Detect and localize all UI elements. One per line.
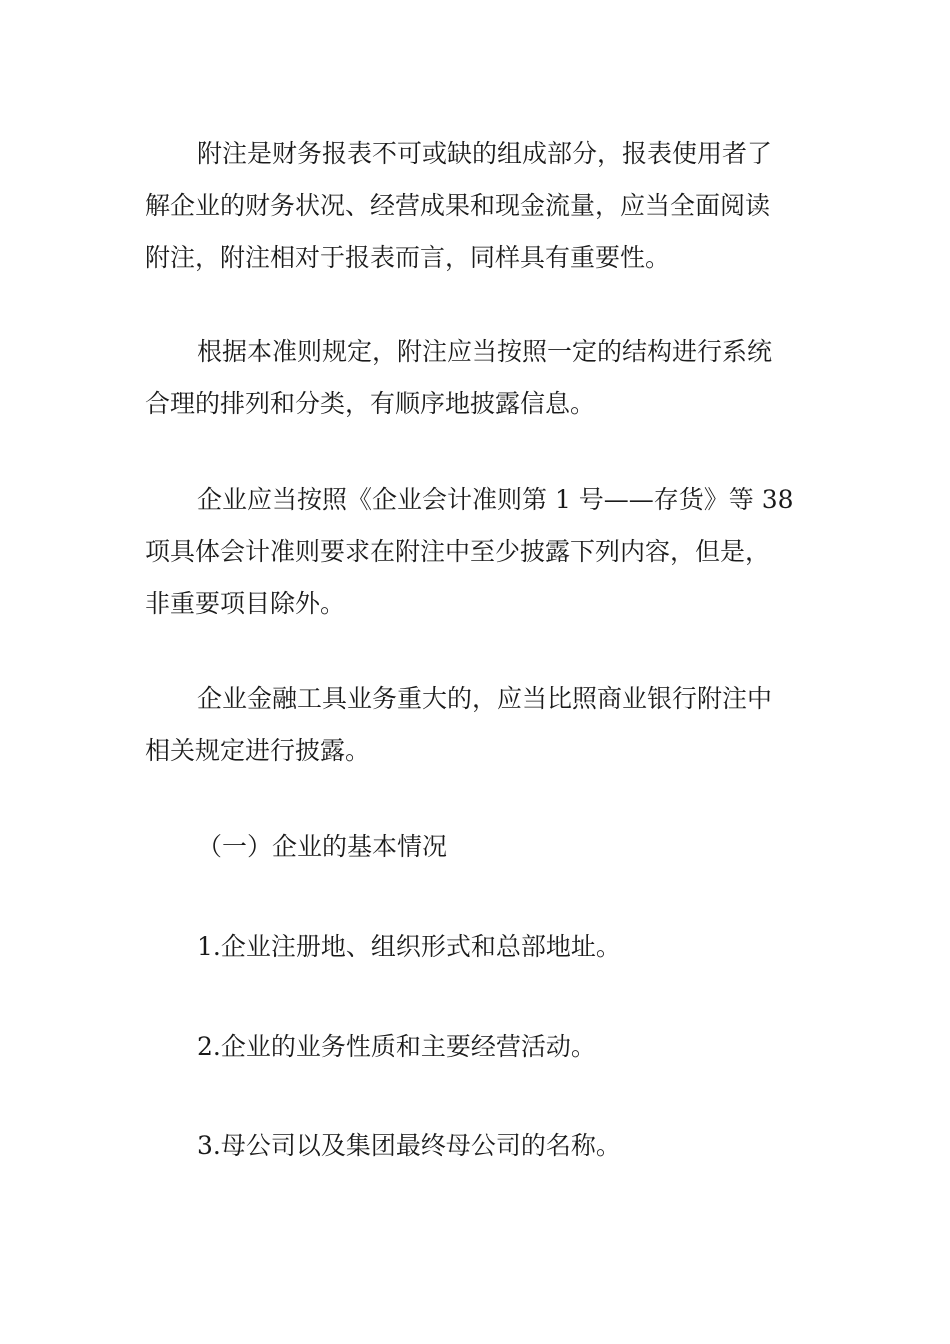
list-item-text: 2.企业的业务性质和主要经营活动。 xyxy=(197,1032,596,1061)
list-item-1 xyxy=(145,921,810,973)
section-heading: （一）企业的基本情况 xyxy=(197,832,448,861)
paragraph-line: 企业金融工具业务重大的，应当比照商业银行附注中 xyxy=(197,684,773,713)
section-heading-basic-info xyxy=(145,821,810,873)
list-item-text: 1.企业注册地、组织形式和总部地址。 xyxy=(197,932,621,961)
list-item-3 xyxy=(145,1120,810,1172)
paragraph-line: 附注是财务报表不可或缺的组成部分，报表使用者了 xyxy=(197,139,773,168)
paragraph-line: 企业应当按照《企业会计准则第 1 号——存货》等 38 xyxy=(197,485,794,514)
paragraph-line: 项具体会计准则要求在附注中至少披露下列内容，但是， xyxy=(145,537,771,566)
list-item-text: 3.母公司以及集团最终母公司的名称。 xyxy=(197,1131,621,1160)
paragraph-financial-instruments xyxy=(145,673,810,777)
paragraph-line: 附注，附注相对于报表而言，同样具有重要性。 xyxy=(145,243,671,272)
paragraph-disclosure-requirements xyxy=(145,474,810,630)
paragraph-structure xyxy=(145,326,810,430)
paragraph-line: 合理的排列和分类，有顺序地披露信息。 xyxy=(145,389,596,418)
paragraph-line: 根据本准则规定，附注应当按照一定的结构进行系统 xyxy=(197,337,773,366)
list-item-2 xyxy=(145,1021,810,1073)
paragraph-notes-importance xyxy=(145,128,810,284)
paragraph-line: 相关规定进行披露。 xyxy=(145,736,371,765)
paragraph-line: 非重要项目除外。 xyxy=(145,589,346,618)
paragraph-line: 解企业的财务状况、经营成果和现金流量，应当全面阅读 xyxy=(145,191,771,220)
